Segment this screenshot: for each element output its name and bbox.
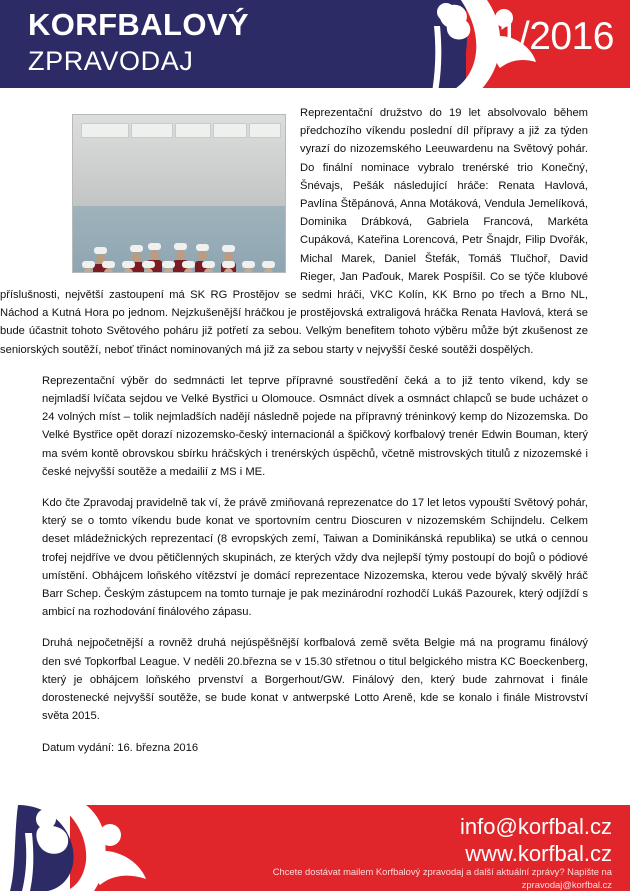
photo-banner (175, 123, 211, 138)
page-header (0, 0, 630, 88)
publication-date: Datum vydání: 16. března 2016 (42, 741, 199, 754)
photo-banner (213, 123, 247, 138)
photo-banner (131, 123, 173, 138)
issue-number: 11/2016 (479, 15, 614, 58)
photo-banner (81, 123, 129, 138)
newsletter-title-primary: KORFBALOVÝ (28, 7, 249, 42)
article-paragraph-3: Kdo čte Zpravodaj pravidelně tak ví, že právě zmiňovaná reprezenatce do 17 let letos vypouští Světový pohár, který se o tomto víkendu bude konat ve sportovním centru Dioscuren v nizozemském Schijndelu. Celkem deset mládežnických reprezentací (8 evropských zemí, Taiwan a Dominikánská republika) se utká o cennou trofej nejdříve ve dvou pětičlenných skupinách, ze kterých vždy dva nejlepší týmy postoupí do bojů o pódiové umístění. Obhájcem loňského vítězství je domácí reprezentace Nizozemska, kterou vede bývalý skvělý hráč Barr Schep. Českým zástupcem na tomto turnaje je pak mezinárodní rozhodčí Lukáš Pazourek, který odjíždí s ambicí na rozhodování finálového zápasu. (42, 497, 588, 619)
article-paragraph-1: Reprezentační družstvo do 19 let absolvovalo během předchozího víkendu poslední díl přípravy a již za týden vyrazí do nizozemského Leeuwardenu na Světový pohár. Do finální nominace vybralo trenérské trio Konečný, Šnévajs, Pešák následující hráče: Renata Havlová, Pavlína Štěpánová, Anna Motáková, Vendula Jemelíková, Dominika Drábková, Gabriela Francová, Markéta Cupáková, Kateřina Lorencová, Petr Šnajdr, Filip Dvořák, Michal Marek, Daniel Štefák, Tomáš Tlučhoř, David Rieger, Jan Paďouk, Marek Pospíšil. Co se týče klubové příslušnosti, největší zastoupení má SK RG Prostějov se sedmi hráči, VKC Kolín, KK Brno po třech a Brno NL, Náchod a Kutná Hora po jednom. Nejzkušenější hráčkou je prostějovská extraligová hráčka Renata Havlová, která se bude účastnit tohoto Světového poháru již potřetí za sebou. Velkým benefitem tohoto výběru může být zkušenost ze seniorských soutěží, neboť třináct nominovaných má již za sebou starty v nejvyšší české soutěži dospělých. (0, 107, 588, 356)
footer-email[interactable]: info@korfbal.cz (460, 814, 612, 839)
team-photo (72, 114, 286, 273)
newsletter-title-secondary: ZPRAVODAJ (28, 46, 194, 76)
footer-website[interactable]: www.korfbal.cz (465, 841, 612, 866)
footer-note-line1: Chcete dostávat mailem Korfbalový zpravodaj a další aktuální zprávy? Napište na (272, 866, 612, 877)
page-footer (0, 805, 630, 891)
korfball-logo-icon (0, 805, 165, 891)
footer-contact-block (460, 813, 612, 867)
header-title-block (28, 6, 249, 78)
article-body (0, 104, 630, 757)
footer-note-line2[interactable]: zpravodaj@korfbal.cz (521, 879, 612, 890)
photo-banner (249, 123, 281, 138)
footer-subscribe-note (172, 865, 612, 891)
article-paragraph-2: Reprezentační výběr do sedmnácti let teprve přípravné soustředění čeká a to již tento víkend, kdy se nejmladší lvíčata sejdou ve Velké Bystřici u Olomouce. Osmnáct dívek a osmnáct chlapců se bude ucházet o 24 volných míst – tolik nejmladších nadějí následně pojede na přípravný tréninkový kemp do Nizozemska. Do Velké Bystřice opět dorazí nizozemsko-český internacionál a špičkový korfbalový trenér Edwin Bouman, který ma svém kontě obrovskou sbírku hráčských i trenérských úspěchů, včetně mistrovských titulů z nizozemské i české nejvyšší soutěže a medailií z MS i ME. (42, 374, 588, 478)
photo-players (73, 163, 285, 268)
article-paragraph-4: Druhá nejpočetnější a rovněž druhá nejúspěšnější korfbalová země světa Belgie má na programu finálový den své Topkorfbal League. V neděli 20.března se v 15.30 střetnou o titul belgického mistra KC Boeckenberg, který je obhájcem loňského prvenství a Borgerhout/GW. Finálový den, který bude zahrnovat i finále dorostenecké nejvyšší soutěže, se bude konat v antwerpské Lotto Areně, kde se konalo i finále Mistrovství světa 2015. (42, 637, 588, 723)
